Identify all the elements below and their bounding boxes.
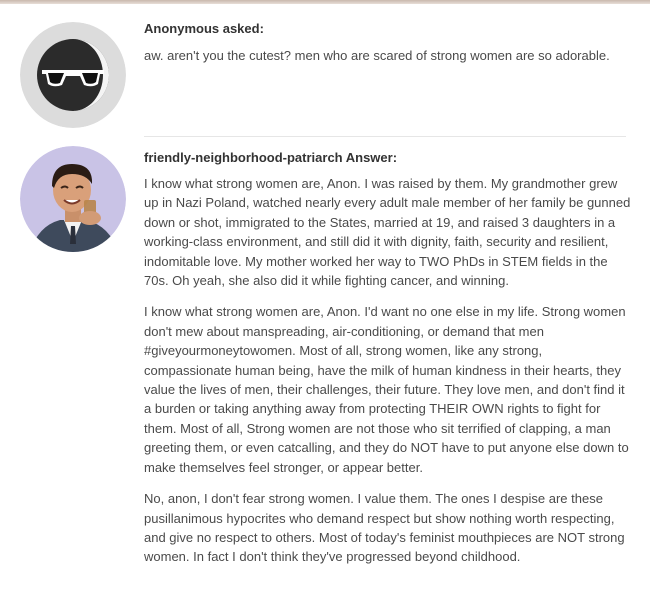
answerer-name[interactable]: friendly-neighborhood-patriarch Answer: xyxy=(144,150,398,165)
answer-paragraph-3: No, anon, I don't fear strong women. I value them. The ones I despise are these pusillanimous hypocrites who demand respect but show nothing worth respecting, and give no respect to others. Most of today's feminist mouthpieces are NOT strong women. In fact I don't think they've progressed beyond childhood. xyxy=(144,491,625,565)
sunglasses-face-icon xyxy=(20,22,126,128)
asker-name[interactable]: Anonymous asked: xyxy=(144,21,264,36)
question-text: aw. aren't you the cutest? men who are scared of strong women are so adorable. xyxy=(144,48,610,63)
answer-paragraph-1: I know what strong women are, Anon. I was raised by them. My grandmother grew up in Nazi Poland, watched nearly every adult male member of her family be gunned down or shot, immigrated to the States, married at 19, and raised 3 daughters in a working-class environment, and still did it with dignity, faith, security and resilient, indomitable love. My mother worked her way to TWO PhDs in STEM fields in the 70s. Oh yeah, she also did it while fighting cancer, and winning. xyxy=(144,176,631,289)
answerer-avatar[interactable] xyxy=(20,146,126,252)
man-laughing-with-drink xyxy=(20,146,126,252)
top-border xyxy=(0,0,650,4)
divider xyxy=(144,136,626,137)
anonymous-avatar[interactable] xyxy=(20,22,126,128)
answer-body xyxy=(144,174,632,579)
answer-paragraph-2: I know what strong women are, Anon. I'd want no one else in my life. Strong women don't mew about manspreading, air-conditioning, or demand that men #giveyourmoneytowomen. Most of all, strong women, like any strong, compassionate human being, have the milk of human kindness in their hearts, they value the lives of men, their challenges, their future. They love men, and don't find it a burden or taking anything away from protecting THEIR OWN rights to fight for them. Most of all, Strong women are not those who sit terrified of clapping, a man greeting them, or even catcalling, and they do NOT have to put anyone else down to make themselves feel stronger, or appear better. xyxy=(144,304,629,475)
